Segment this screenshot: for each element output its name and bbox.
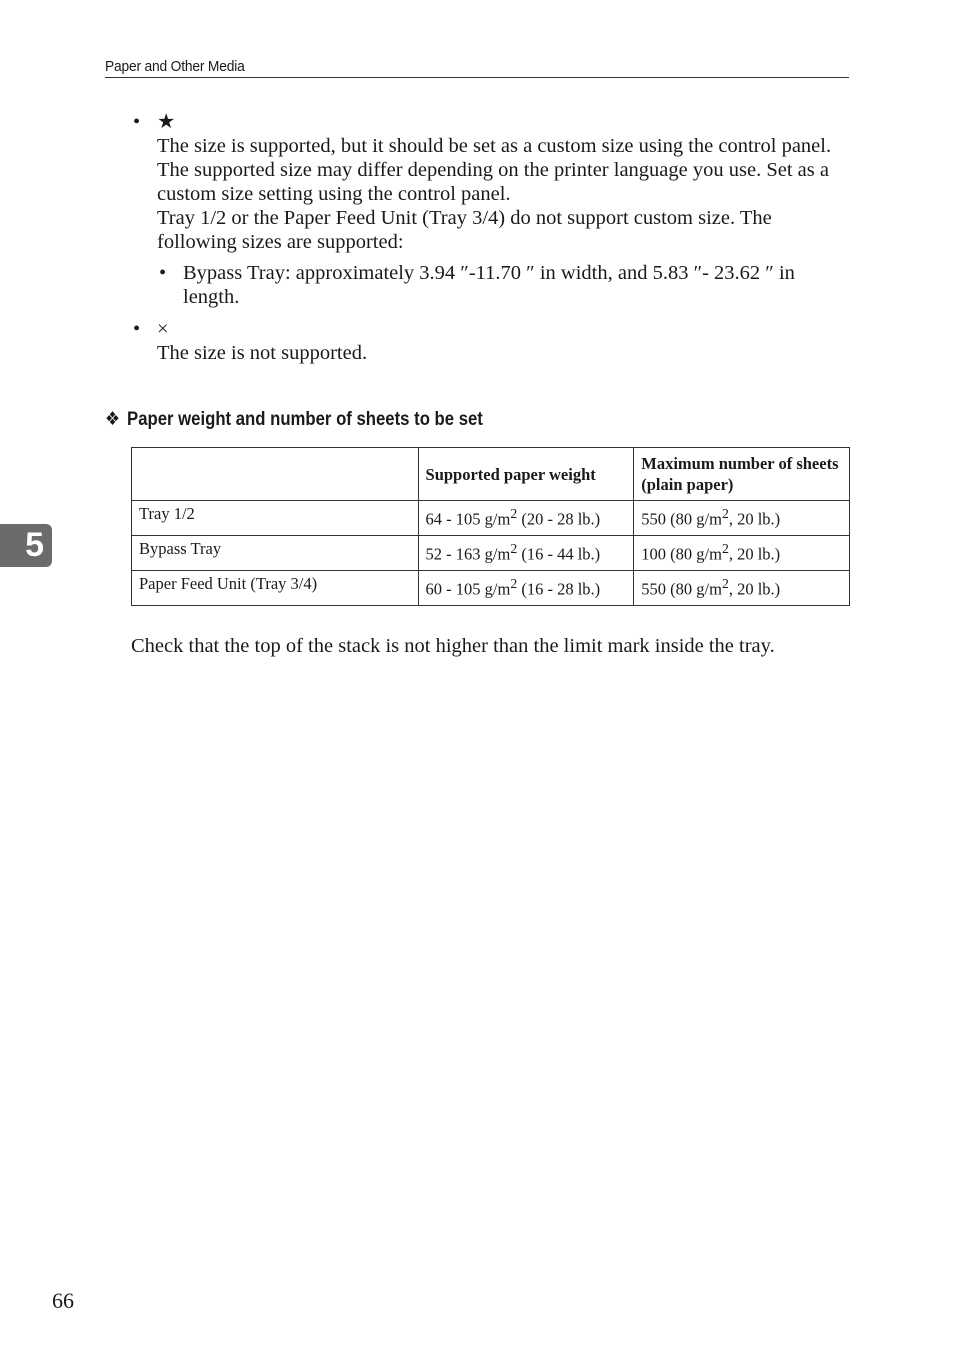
bullet-dot: • bbox=[133, 318, 141, 340]
tray-name-cell: Paper Feed Unit (Tray 3/4) bbox=[132, 571, 419, 606]
paragraph: The size is not supported. bbox=[157, 342, 368, 364]
paragraph: The size is supported, but it should be set as a custom size using the control panel. bbox=[157, 135, 832, 157]
max-sheets-cell: 100 (80 $g/m^2$, 20 lb.) bbox=[634, 536, 850, 571]
section-heading bbox=[105, 408, 534, 431]
max-sheets-cell: 550 (80 $g/m^2$, 20 lb.) bbox=[634, 501, 850, 536]
table-header-row bbox=[132, 448, 850, 501]
cross-icon: × bbox=[157, 318, 169, 340]
sub-item-text: Bypass Tray: approximately 3.94 ″-11.70 ″ in width, and 5.83 ″- 23.62 ″ in length. bbox=[183, 262, 795, 308]
paragraph: Tray 1/2 or the Paper Feed Unit (Tray 3/4) do not support custom size. The following sizes are supported: bbox=[157, 207, 772, 253]
list-item bbox=[133, 110, 850, 309]
star-icon: ★ bbox=[157, 111, 176, 133]
table-header-cell: Supported paper weight bbox=[418, 448, 634, 501]
weight-cell: 64 - 105 $g/m^2$ (20 - 28 lb.) bbox=[418, 501, 634, 536]
paper-weight-table bbox=[131, 447, 850, 606]
tray-name-cell: Bypass Tray bbox=[132, 536, 419, 571]
bullet-dot: • bbox=[133, 111, 141, 133]
table-header-cell: Maximum number of sheets (plain paper) bbox=[634, 448, 850, 501]
table-header-cell bbox=[132, 448, 419, 501]
table-row bbox=[132, 536, 850, 571]
tray-name-cell: Tray 1/2 bbox=[132, 501, 419, 536]
running-header-title: Paper and Other Media bbox=[105, 58, 245, 75]
table-row bbox=[132, 571, 850, 606]
table-row bbox=[132, 501, 850, 536]
chapter-tab bbox=[0, 524, 52, 567]
section-title: Paper weight and number of sheets to be set bbox=[127, 409, 483, 430]
max-sheets-cell: 550 (80 $g/m^2$, 20 lb.) bbox=[634, 571, 850, 606]
page-number: 66 bbox=[52, 1288, 74, 1313]
weight-cell: 52 - 163 $g/m^2$ (16 - 44 lb.) bbox=[418, 536, 634, 571]
weight-cell: 60 - 105 $g/m^2$ (16 - 28 lb.) bbox=[418, 571, 634, 606]
paragraph: The supported size may differ depending on the printer language you use. Set as a custom size setting using the control panel. bbox=[157, 159, 829, 205]
chapter-number: 5 bbox=[25, 526, 44, 564]
legend-bullet-list bbox=[133, 110, 850, 365]
sub-list-item bbox=[157, 261, 850, 309]
diamond-icon: ❖ bbox=[105, 409, 121, 430]
running-header bbox=[105, 58, 849, 78]
stack-limit-note: Check that the top of the stack is not higher than the limit mark inside the tray. bbox=[131, 634, 775, 657]
bullet-dot: • bbox=[159, 262, 167, 284]
list-item bbox=[133, 317, 850, 365]
